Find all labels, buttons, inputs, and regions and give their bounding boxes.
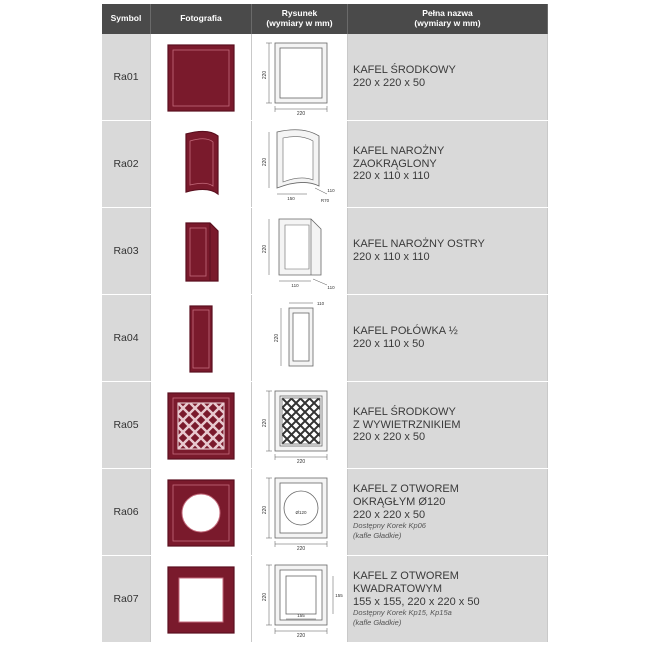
header-symbol [102,4,151,34]
name-cell [348,121,548,208]
drawing-cell [252,34,348,121]
tile-photo [156,122,246,206]
product-name-line: KAFEL POŁÓWKA ½ [353,325,458,338]
symbol-cell [102,208,151,295]
drawing-cell [252,382,348,469]
table-row [102,382,548,469]
availability-note: Dostępny Korek Kp15, Kp15a [353,608,452,618]
tile-photo [156,383,246,467]
table-row [102,469,548,556]
name-cell [348,34,548,121]
table-header-row [102,4,548,34]
symbol-label: Ra04 [113,332,139,344]
product-name-line: ZAOKRĄGLONY [353,157,437,170]
symbol-label: Ra02 [113,158,139,170]
tile-drawing [255,557,345,641]
symbol-label: Ra03 [113,245,139,257]
header-symbol-label: Symbol [110,13,142,24]
tile-drawing [255,122,345,206]
symbol-cell [102,469,151,556]
header-photo [151,4,252,34]
dim-width: 220 [296,633,305,639]
header-photo-label: Fotografia [180,13,222,24]
product-name-line: KWADRATOWYM [353,582,443,595]
symbol-cell [102,121,151,208]
tile-photo [156,557,246,641]
availability-note: (kafle Gładkie) [353,530,402,540]
tile-body [186,223,218,281]
dim-inner-height: 155 [334,593,343,598]
dim-b: 110 [326,188,335,193]
product-name-line: 220 x 110 x 110 [353,251,430,263]
dim-height: 220 [261,418,268,428]
tile-drawing [255,383,345,467]
product-name-line: 220 x 220 x 50 [353,508,426,521]
symbol-cell [102,34,151,121]
tile-drawing [255,209,345,293]
table-row [102,556,548,643]
photo-cell [151,208,252,295]
header-name-units: (wymiary w mm) [414,18,481,28]
round-hole [182,494,220,532]
photo-cell [151,34,252,121]
tile-drawing [255,296,345,380]
product-name-line: 220 x 110 x 110 [353,170,430,183]
availability-note: (kafle Gładkie) [353,617,402,627]
tile-body [168,45,234,111]
drawing-cell [252,208,348,295]
photo-cell [151,556,252,643]
product-name-line: KAFEL NAROŻNY [353,145,445,158]
header-drawing [252,4,348,34]
photo-cell [151,469,252,556]
dim-width: 220 [296,111,305,117]
product-table [102,4,548,643]
product-name-line: OKRĄGŁYM Ø120 [353,495,446,508]
header-drawing-label: Rysunek [281,8,318,19]
symbol-label: Ra01 [113,71,139,83]
name-cell [348,295,548,382]
tile-photo [156,296,246,380]
product-name-line: KAFEL NAROŻNY OSTRY [353,238,485,251]
symbol-label: Ra06 [113,506,139,518]
drawing-cell [252,295,348,382]
photo-cell [151,121,252,208]
dim-height: 220 [273,333,280,343]
dim-inner-width: 155 [296,613,305,618]
dim-width: 220 [296,459,305,465]
dim-height: 220 [261,157,268,167]
product-name-line: 220 x 220 x 50 [353,431,426,444]
tile-drawing [255,35,345,119]
product-name-line: KAFEL ŚRODKOWY [353,64,456,77]
drawing-cell [252,469,348,556]
table-row [102,121,548,208]
tile-photo [156,470,246,554]
table-row [102,295,548,382]
dim-a: 150 [286,196,295,201]
dim-height: 220 [261,505,268,515]
drawing-cell [252,556,348,643]
tile-photo [156,209,246,293]
symbol-cell [102,382,151,469]
symbol-cell [102,556,151,643]
drawing-cell [252,121,348,208]
dim-radius: R70 [320,198,329,203]
dim-height: 220 [261,592,268,602]
dim-b: 110 [326,285,335,290]
product-name-line: KAFEL Z OTWOREM [353,483,459,496]
symbol-label: Ra07 [113,593,139,605]
dim-height: 220 [261,70,268,80]
product-name-line: 220 x 110 x 50 [353,338,425,350]
name-cell [348,556,548,643]
availability-note: Dostępny Korek Kp06 [353,521,426,531]
product-name-line: 220 x 220 x 50 [353,77,426,89]
header-name-label: Pełna nazwa [422,8,473,19]
dim-width: 110 [316,301,324,306]
symbol-cell [102,295,151,382]
product-name-line: 155 x 155, 220 x 220 x 50 [353,595,480,608]
header-drawing-units: (wymiary w mm) [266,18,333,28]
dim-a: 110 [290,283,299,288]
dim-width: 220 [296,546,305,552]
tile-photo [156,35,246,119]
dim-diameter: Ø120 [294,510,307,515]
product-name-line: KAFEL ŚRODKOWY [353,406,456,419]
symbol-label: Ra05 [113,419,139,431]
name-cell [348,469,548,556]
tile-drawing [255,470,345,554]
square-hole [179,578,223,622]
name-cell [348,382,548,469]
table-row [102,34,548,121]
name-cell [348,208,548,295]
product-name-line: Z WYWIETRZNIKIEM [353,418,461,431]
product-name-line: KAFEL Z OTWOREM [353,570,459,583]
table-row [102,208,548,295]
photo-cell [151,382,252,469]
dim-height: 220 [261,244,268,254]
photo-cell [151,295,252,382]
header-name [348,4,548,34]
